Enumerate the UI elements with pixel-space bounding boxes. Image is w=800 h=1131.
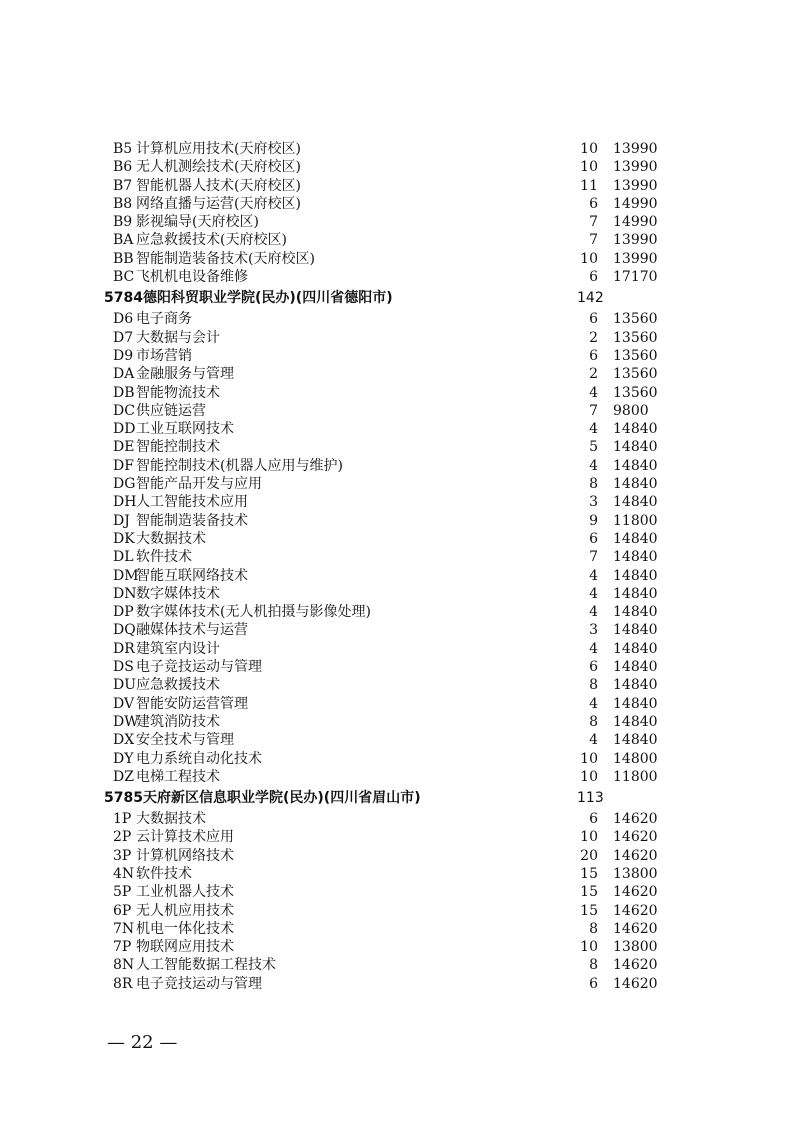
major-name: 智能产品开发与应用 — [136, 476, 262, 493]
major-code: DR — [113, 640, 135, 657]
major-code: 1P — [113, 811, 132, 828]
school-header — [0, 786, 800, 810]
major-code: DS — [113, 659, 134, 676]
tuition-fee: 13800 — [613, 939, 658, 956]
plan-count: 10 — [580, 141, 598, 157]
major-name: 金融服务与管理 — [136, 366, 234, 383]
major-code: DX — [113, 732, 135, 749]
plan-count: 8 — [589, 957, 598, 974]
plan-count: 10 — [580, 159, 598, 176]
plan-count: 10 — [580, 939, 598, 956]
major-code: DQ — [113, 622, 136, 639]
tuition-fee: 14620 — [613, 975, 658, 992]
major-name: 计算机应用技术(天府校区) — [136, 141, 301, 157]
major-row — [0, 920, 800, 938]
plan-count: 7 — [589, 402, 598, 419]
major-row — [0, 847, 800, 865]
major-code: B6 — [113, 159, 133, 176]
major-name: 影视编导(天府校区) — [136, 214, 259, 231]
tuition-fee: 14840 — [613, 494, 658, 511]
plan-count: 6 — [589, 975, 598, 992]
tuition-fee: 13800 — [613, 865, 658, 882]
plan-count: 4 — [589, 457, 598, 474]
plan-count: 8 — [589, 920, 598, 937]
school-header — [0, 286, 800, 310]
tuition-fee: 13560 — [613, 329, 658, 346]
plan-count: 8 — [589, 677, 598, 694]
major-name: 建筑室内设计 — [136, 640, 220, 657]
major-name: 人工智能技术应用 — [136, 494, 248, 511]
major-row — [0, 402, 800, 420]
tuition-fee: 14840 — [613, 567, 658, 584]
major-code: DD — [113, 421, 136, 438]
major-row — [0, 177, 800, 195]
major-name: 电子竞技运动与管理 — [136, 975, 262, 992]
major-code: DW — [113, 713, 139, 730]
major-code: DM — [113, 567, 139, 584]
school-total: 113 — [577, 790, 604, 807]
major-code: DC — [113, 402, 135, 419]
major-name: 市场营销 — [136, 347, 192, 364]
major-row — [0, 530, 800, 548]
plan-count: 10 — [580, 750, 598, 767]
major-name: 智能物流技术 — [136, 384, 220, 401]
tuition-fee: 14840 — [613, 732, 658, 749]
school-name: 天府新区信息职业学院(民办)(四川省眉山市) — [143, 790, 421, 807]
major-code: DA — [113, 366, 135, 383]
major-code: 2P — [113, 829, 132, 846]
plan-count: 3 — [589, 494, 598, 511]
major-code: DN — [113, 585, 137, 602]
tuition-fee: 14840 — [613, 713, 658, 730]
major-name: 电力系统自动化技术 — [136, 750, 262, 767]
tuition-fee: 14840 — [613, 659, 658, 676]
major-code: 4N — [113, 865, 135, 882]
major-code: D7 — [113, 329, 134, 346]
tuition-fee: 13560 — [613, 384, 658, 401]
major-code: B9 — [113, 214, 133, 231]
major-name: 安全技术与管理 — [136, 732, 234, 749]
tuition-fee: 13990 — [613, 250, 658, 267]
major-code: D6 — [113, 311, 134, 328]
major-code: D9 — [113, 347, 134, 364]
tuition-fee: 14840 — [613, 604, 658, 621]
major-row — [0, 268, 800, 286]
major-name: 智能安防运营管理 — [136, 695, 248, 712]
tuition-fee: 13990 — [613, 141, 658, 157]
school-name: 德阳科贸职业学院(民办)(四川省德阳市) — [143, 290, 393, 307]
major-code: BB — [113, 250, 134, 267]
plan-count: 2 — [589, 329, 598, 346]
plan-count: 4 — [589, 384, 598, 401]
major-row — [0, 676, 800, 694]
major-code: B5 — [113, 141, 133, 157]
major-name: 供应链运营 — [136, 402, 206, 419]
tuition-fee: 14620 — [613, 957, 658, 974]
plan-count: 4 — [589, 732, 598, 749]
major-name: 智能互联网络技术 — [136, 567, 248, 584]
tuition-fee: 14840 — [613, 530, 658, 547]
major-code: DH — [113, 494, 137, 511]
major-code: DY — [113, 750, 134, 767]
tuition-fee: 14990 — [613, 214, 658, 231]
plan-count: 5 — [589, 439, 598, 456]
tuition-fee: 14840 — [613, 585, 658, 602]
plan-count: 10 — [580, 829, 598, 846]
major-name: 智能控制技术 — [136, 439, 220, 456]
major-row — [0, 621, 800, 639]
plan-count: 7 — [589, 232, 598, 249]
major-row — [0, 158, 800, 176]
major-code: BA — [113, 232, 134, 249]
tuition-fee: 14620 — [613, 829, 658, 846]
major-name: 工业机器人技术 — [136, 884, 234, 901]
major-code: DE — [113, 439, 135, 456]
major-row — [0, 140, 800, 158]
plan-count: 4 — [589, 585, 598, 602]
school-total: 142 — [577, 290, 604, 307]
major-row — [0, 828, 800, 846]
tuition-fee: 14840 — [613, 421, 658, 438]
major-row — [0, 347, 800, 365]
tuition-fee: 13990 — [613, 177, 658, 194]
major-name: 电子商务 — [136, 311, 192, 328]
major-code: DJ — [113, 512, 130, 529]
plan-count: 7 — [589, 549, 598, 566]
major-row — [0, 420, 800, 438]
major-code: 7N — [113, 920, 135, 937]
plan-count: 6 — [589, 659, 598, 676]
tuition-fee: 14840 — [613, 622, 658, 639]
tuition-fee: 9800 — [613, 402, 649, 419]
tuition-fee: 17170 — [613, 269, 658, 286]
page-number: — 22 — — [107, 1032, 178, 1053]
plan-count: 6 — [589, 195, 598, 212]
major-code: DZ — [113, 768, 134, 785]
major-code: 7P — [113, 939, 132, 956]
tuition-fee: 13560 — [613, 347, 658, 364]
tuition-fee: 14840 — [613, 476, 658, 493]
major-row — [0, 956, 800, 974]
major-row — [0, 493, 800, 511]
major-code: DF — [113, 457, 134, 474]
major-name: 数字媒体技术(无人机拍摄与影像处理) — [136, 604, 371, 621]
major-code: DB — [113, 384, 135, 401]
major-code: 5P — [113, 884, 132, 901]
major-name: 智能控制技术(机器人应用与维护) — [136, 457, 343, 474]
major-row — [0, 365, 800, 383]
plan-count: 15 — [580, 865, 598, 882]
plan-count: 10 — [580, 250, 598, 267]
plan-count: 15 — [580, 884, 598, 901]
plan-count: 8 — [589, 476, 598, 493]
tuition-fee: 13560 — [613, 366, 658, 383]
major-name: 大数据技术 — [136, 811, 206, 828]
major-name: 计算机网络技术 — [136, 847, 234, 864]
major-code: BC — [113, 269, 135, 286]
plan-count: 9 — [589, 512, 598, 529]
major-row — [0, 768, 800, 786]
major-row — [0, 902, 800, 920]
plan-count: 4 — [589, 640, 598, 657]
major-name: 机电一体化技术 — [136, 920, 234, 937]
tuition-fee: 11800 — [613, 512, 658, 529]
plan-count: 15 — [580, 902, 598, 919]
major-row — [0, 640, 800, 658]
major-name: 建筑消防技术 — [136, 713, 220, 730]
tuition-fee: 14620 — [613, 884, 658, 901]
tuition-fee: 14840 — [613, 677, 658, 694]
major-row — [0, 231, 800, 249]
major-row — [0, 438, 800, 456]
major-row — [0, 810, 800, 828]
major-row — [0, 585, 800, 603]
plan-count: 6 — [589, 530, 598, 547]
major-name: 智能制造装备技术(天府校区) — [136, 250, 315, 267]
major-row — [0, 658, 800, 676]
major-name: 智能机器人技术(天府校区) — [136, 177, 301, 194]
major-row — [0, 695, 800, 713]
tuition-fee: 13990 — [613, 159, 658, 176]
major-row — [0, 384, 800, 402]
tuition-fee: 11800 — [613, 768, 658, 785]
school-code: 5785 — [104, 790, 143, 807]
major-row — [0, 883, 800, 901]
tuition-fee: 14840 — [613, 695, 658, 712]
major-name: 软件技术 — [136, 865, 192, 882]
plan-count: 4 — [589, 567, 598, 584]
tuition-fee: 14620 — [613, 920, 658, 937]
major-code: 6P — [113, 902, 132, 919]
tuition-fee: 13990 — [613, 232, 658, 249]
major-code: B7 — [113, 177, 133, 194]
major-name: 大数据与会计 — [136, 329, 220, 346]
major-name: 工业互联网技术 — [136, 421, 234, 438]
tuition-fee: 14620 — [613, 847, 658, 864]
plan-count: 6 — [589, 311, 598, 328]
major-row — [0, 512, 800, 530]
major-row — [0, 713, 800, 731]
major-code: 3P — [113, 847, 132, 864]
major-name: 智能制造装备技术 — [136, 512, 248, 529]
plan-count: 6 — [589, 811, 598, 828]
tuition-fee: 14990 — [613, 195, 658, 212]
major-name: 物联网应用技术 — [136, 939, 234, 956]
plan-count: 20 — [580, 847, 598, 864]
major-name: 飞机机电设备维修 — [136, 269, 248, 286]
major-row — [0, 750, 800, 768]
major-row — [0, 567, 800, 585]
major-name: 云计算技术应用 — [136, 829, 234, 846]
major-row — [0, 310, 800, 328]
major-name: 软件技术 — [136, 549, 192, 566]
major-name: 无人机应用技术 — [136, 902, 234, 919]
major-row — [0, 548, 800, 566]
tuition-fee: 14840 — [613, 439, 658, 456]
school-code: 5784 — [104, 290, 143, 307]
major-row — [0, 457, 800, 475]
major-code: DL — [113, 549, 134, 566]
plan-count: 10 — [580, 768, 598, 785]
major-row — [0, 938, 800, 956]
major-code: DV — [113, 695, 135, 712]
major-code: DU — [113, 677, 137, 694]
plan-count: 4 — [589, 695, 598, 712]
major-name: 应急救援技术(天府校区) — [136, 232, 287, 249]
plan-count: 2 — [589, 366, 598, 383]
major-row — [0, 213, 800, 231]
plan-count: 7 — [589, 214, 598, 231]
major-name: 网络直播与运营(天府校区) — [136, 195, 301, 212]
major-code: DK — [113, 530, 135, 547]
major-row — [0, 250, 800, 268]
major-code: 8R — [113, 975, 133, 992]
major-code: 8N — [113, 957, 135, 974]
major-row — [0, 329, 800, 347]
major-name: 大数据技术 — [136, 530, 206, 547]
major-name: 数字媒体技术 — [136, 585, 220, 602]
plan-count: 6 — [589, 347, 598, 364]
plan-count: 6 — [589, 269, 598, 286]
major-name: 人工智能数据工程技术 — [136, 957, 276, 974]
plan-count: 3 — [589, 622, 598, 639]
tuition-fee: 14620 — [613, 902, 658, 919]
major-name: 应急救援技术 — [136, 677, 220, 694]
tuition-fee: 14620 — [613, 811, 658, 828]
major-row — [0, 865, 800, 883]
major-name: 电梯工程技术 — [136, 768, 220, 785]
tuition-fee: 14840 — [613, 640, 658, 657]
plan-count: 4 — [589, 421, 598, 438]
tuition-fee: 13560 — [613, 311, 658, 328]
tuition-fee: 14800 — [613, 750, 658, 767]
plan-count: 8 — [589, 713, 598, 730]
major-row — [0, 195, 800, 213]
major-code: DP — [113, 604, 134, 621]
major-row — [0, 475, 800, 493]
tuition-fee: 14840 — [613, 549, 658, 566]
plan-count: 4 — [589, 604, 598, 621]
major-code: DG — [113, 476, 136, 493]
major-name: 融媒体技术与运营 — [136, 622, 248, 639]
major-row — [0, 731, 800, 749]
major-row — [0, 603, 800, 621]
admissions-table — [0, 140, 800, 993]
major-name: 无人机测绘技术(天府校区) — [136, 159, 301, 176]
tuition-fee: 14840 — [613, 457, 658, 474]
major-row — [0, 975, 800, 993]
major-name: 电子竞技运动与管理 — [136, 659, 262, 676]
major-code: B8 — [113, 195, 133, 212]
plan-count: 11 — [580, 177, 598, 194]
